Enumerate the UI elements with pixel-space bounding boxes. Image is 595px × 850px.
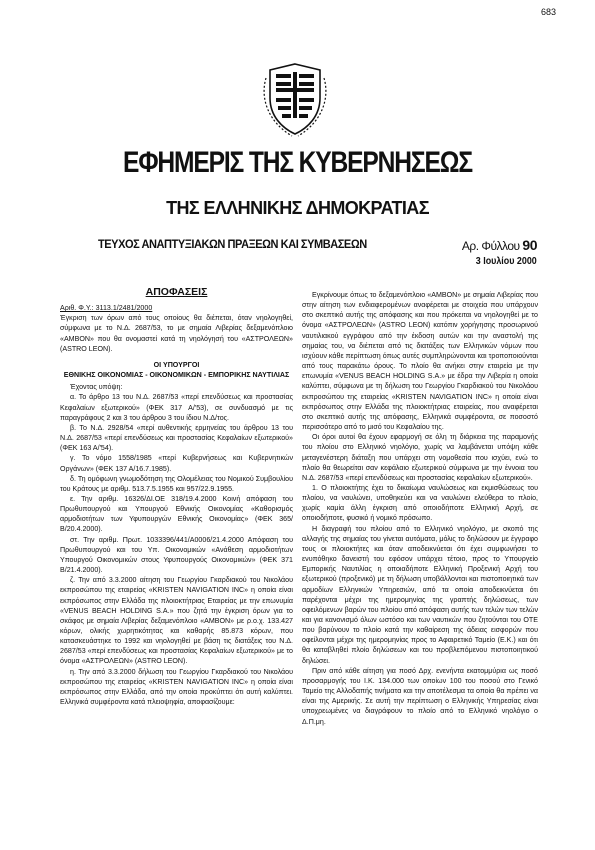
right-column xyxy=(302,290,538,850)
paragraph: η. Την από 3.3.2000 δήλωση του Γεωργίου Γκαρδιακού του Νικολάου εκπροσώπου της εταιρείας «KRISTEN NAVIGATION INC» η οποία είναι εκπρόσωπος στην Ελλάδα, από την οποία προκύπτει ότι αυτή καλύπτει. Ελληνικά συμφέροντα κατά πλειοψηφία, αποφασίζουμε: xyxy=(60,667,293,707)
issue-date: 3 Ιουλίου 2000 xyxy=(475,255,537,267)
paragraph: ζ. Την από 3.3.2000 αίτηση του Γεωργίου Γκαρδιακού του Νικολάου εκπροσώπου της εταιρείας «KRISTEN NAVIGATION INC» η οποία είναι εκπρόσωπος στην Ελλάδα της πλοιοκτήτριας Εταιρείας με την επωνυμία «VENUS BEACH HOLDING S.A.» που ζητά την έγκριση όρων για το σκάφος με σημαία Λιβερίας δεξαμενόπλοιο «ΑΜΒΟΝ» με ρ.ο.χ. 133.427 κόρων, ολικής χωρητικότητας και καθαρής 85.873 κόρων, που κατασκευάστηκε το 1992 και νηολογηθεί με βάση τις διατάξεις του Ν.Δ. 2687/53 «περί επενδύσεως και προστασίας Κεφαλαίων εξωτερικού» με το όνομα «ΑΣΤΡΟΛΕΩΝ» (ASTRO LEON). xyxy=(60,576,293,666)
decision-reference: Αριθ. Φ.Υ.: 3113.1/2481/2000 xyxy=(60,304,153,313)
issue-series: ΤΕΥΧΟΣ ΑΝΑΠΤΥΞΙΑΚΩΝ ΠΡΑΞΕΩΝ ΚΑΙ ΣΥΜΒΑΣΕΩΝ xyxy=(98,237,367,251)
section-title: ΑΠΟΦΑΣΕΙΣ xyxy=(145,287,208,298)
sheet-number xyxy=(462,237,537,253)
gazette-subtitle: ΤΗΣ ΕΛΛΗΝΙΚΗΣ ΔΗΜΟΚΡΑΤΙΑΣ xyxy=(166,198,429,218)
paragraph: 1. Ο πλοιοκτήτης έχει το δικαίωμα ναυλώσεως και εκμισθώσεως του πλοίου, να ναυλώνει, υποθηκεύει και να ναυλώνει ελεύθερα το πλοίο, χωρίς καμία άλλη έγκριση από οποιοδήποτε Ελληνική Αρχή, σε οποιοδήποτε, φυσικό ή νομικό πρόσωπο. xyxy=(302,483,538,523)
paragraph: Οι όροι αυτοί θα έχουν εφαρμογή σε όλη τη διάρκεια της παραμονής του πλοίου στο Ελληνικό νηολόγιο, χωρίς να λαμβάνεται υπόψη κάθε μεταγενέστερη διάταξη που υπάρχει στη νομοθεσία που ισχύει, ενώ το πλοίο θα θεωρείται σαν κεφάλαιο εξωτερικού σύμφωνα με την έννοια του Ν.Δ. 2687/53 «περί επενδύσεως και προστασίας κεφαλαίων εξωτερικού». xyxy=(302,433,538,482)
paragraph: Εγκρίνουμε όπως το δεξαμενόπλοιο «ΑΜΒΟΝ» με σημαία Λιβερίας που στην αίτηση των ενδιαφερομένων αναφέρεται με στοιχεία που υπάρχουν στο σκεπτικό αυτής της απόφασης και που πρόκειται να νηολογηθεί με το όνομα «ΑΣΤΡΟΛΕΩΝ» (ASTRO LEON) κατόπιν χορήγησης προσωρινού ναυτιλιακού εγγράφου από την έκδοση αυτών και την αναστολή της σημαίας του, να διέπεται από τις διατάξεις των Ελληνικών νόμων που ισχύουν κάθε περίπτωση όπως αυτές συμπληρώνονται και τροποποιούνται από τους παρακάτω όρους. Το πλοίο θα ανήκει στην εταιρεία με την επωνυμία «VENUS BEACH HOLDING S.A.» με έδρα την Λιβερία η οποία καλύπτει, σύμφωνα με τη δήλωση του Γεωργίου Γκαρδιακού του Νικολάου εκπροσώπου της εταιρείας «KRISTEN NAVIGATION INC» η οποία είναι εκπρόσωπος στην Ελλάδα της πλοιοκτήτριας εταιρείας, που αναφέρεται στο σκεπτικό αυτής της απόφασης, Ελληνικά συμφέροντα, σε ποσοστό περισσότερο από το μισό του Κεφαλαίου της. xyxy=(302,291,538,432)
paragraph: δ. Τη ομόφωνη γνωμοδότηση της Ολομέλειας του Νομικού Συμβουλίου του Κράτους με αριθμ. 513.7.5.1955 και 957/22.9.1955. xyxy=(60,474,293,493)
paragraph: Έχοντας υπόψη: xyxy=(70,383,123,392)
sheet-number-value: 90 xyxy=(522,237,537,253)
left-column xyxy=(60,287,293,807)
sheet-label: Αρ. Φύλλου xyxy=(461,239,520,253)
ministers-heading: ΟΙ ΥΠΟΥΡΓΟΙ ΕΘΝΙΚΗΣ ΟΙΚΟΝΟΜΙΑΣ - ΟΙΚΟΝΟΜΙΚΩΝ - ΕΜΠΟΡΙΚΗΣ ΝΑΥΤΙΛΙΑΣ xyxy=(63,360,290,380)
paragraph: α. Το άρθρο 13 του Ν.Δ. 2687/53 «περί επενδύσεως και προστασίας Κεφαλαίων εξωτερικού» (ΦΕΚ 317 Α/'53), σε συνδυασμό με τις παραγράφους 2 και 3 του άρθρου 3 του ίδιου Ν.Δ/τος. xyxy=(60,393,293,422)
gazette-title: ΕΦΗΜΕΡΙΣ ΤΗΣ ΚΥΒΕΡΝΗΣΕΩΣ xyxy=(123,146,472,179)
paragraph: Πριν από κάθε αίτηση για ποσό Δρχ. ενενήντα εκατομμύρια ως ποσό προσαρμογής του Ι.Κ. 134.000 των οποίων 100 του ποσού στο Γενικό Ταμείο της Αλλοδαπής τινήματα και την αποτέλεσμα τα οποία θα πρέπει να είναι της Αμερικής. Σε αυτή την περίπτωση ο Ελληνικής Υπηρεσίας είναι υποχρεωμένες να διαγράφουν το πλοίο από το Ελληνικό νηολόγιο ο Δ.Π.μη. xyxy=(302,666,538,726)
paragraph: γ. Το νόμο 1558/1985 «περί Κυβερνήσεως και Κυβερνητικών Οργάνων» (ΦΕΚ 137 Α/16.7.1985). xyxy=(60,454,293,473)
paragraph: β. Το Ν.Δ. 2928/54 «περί αυθεντικής ερμηνείας του άρθρου 13 του Ν.Δ. 2687/53 «περί επενδύσεως και προστασίας Κεφαλαίων εξωτερικού» (ΦΕΚ 163 Α/'54). xyxy=(60,423,293,453)
paragraph: ε. Την αριθμ. 16326/ΔΙ.ΟΕ 318/19.4.2000 Κοινή απόφαση του Πρωθυπουργού και Υπουργού Εθνικής Οικονομίας «Καθορισμός αρμοδιοτήτων των Υφυπουργών Εθνικής Οικονομίας» (ΦΕΚ 365/Β/20.4.2000). xyxy=(60,494,293,534)
paragraph: Η διαγραφή του πλοίου από το Ελληνικό νηολόγιο, με σκοπό της αλλαγής της σημαίας του γίνεται αυτόματα, μόλις το δηλώσουν με έγγραφο τους οι πλοιοκτήτες και όταν αποδεικνύεται ότι έχει συμφωνήσει το ενυπόθηκο δανειστή του εφόσον υπάρχει τέτοιο, προς το Υπουργείο Εμπορικής Ναυτιλίας η οποιαδήποτε Ελληνική Προξενική Αρχή του εξωτερικού (προξενικό) με τη δήλωση υποβάλλονται και πιστοποιητικά των αρμοδίων Ελληνικών Υπηρεσιών, από τα οποία αποδεικνύεται ότι παρέχονται μέχρι της ημερομηνίας της γραπτής δηλώσεως, των οφειλόμενων βαρών του πλοίου από απόφαση αυτής των τελών των τελών και για κανονισμό όλων ωστόσο και των ναυτικών που ζητούνται του ΟΤΕ που βαρύνουν το πλοίο κατά την καθαίρεση της άδειας εισφορών που οφείλονται μέχρι της ημερομηνίας προς το Αφαιρετικό Ταμείο (Ε.Κ.) και ότι θα καταβληθεί πλοίο δηλώσεων και του προβλεπόμενου πιστοποιητικού δηλώσει. xyxy=(302,524,538,665)
paragraph: στ. Την αριθμ. Πρωτ. 1033396/441/Α0006/21.4.2000 Απόφαση του Πρωθυπουργού και του Υπ. Οικονομικών «Ανάθεση αρμοδιοτήτων Υπουργού Οικονομικών στους Υφυπουργούς Οικονομικών» (ΦΕΚ 371 Β/21.4.2000). xyxy=(60,535,293,575)
coat-of-arms-emblem xyxy=(262,58,328,138)
page-number: 683 xyxy=(540,7,556,17)
decision-heading: Έγκριση των όρων από τους οποίους θα διέπεται, όταν νηολογηθεί, σύμφωνα με το Ν.Δ. 2687/53, το με σημαία Λιβερίας δεξαμενόπλοιο «ΑΜΒΟΝ» που θα ονομαστεί κατά τη νηολόγησή του «ΑΣΤΡΟΛΕΩΝ» (ASTRO LEON). xyxy=(60,314,293,353)
